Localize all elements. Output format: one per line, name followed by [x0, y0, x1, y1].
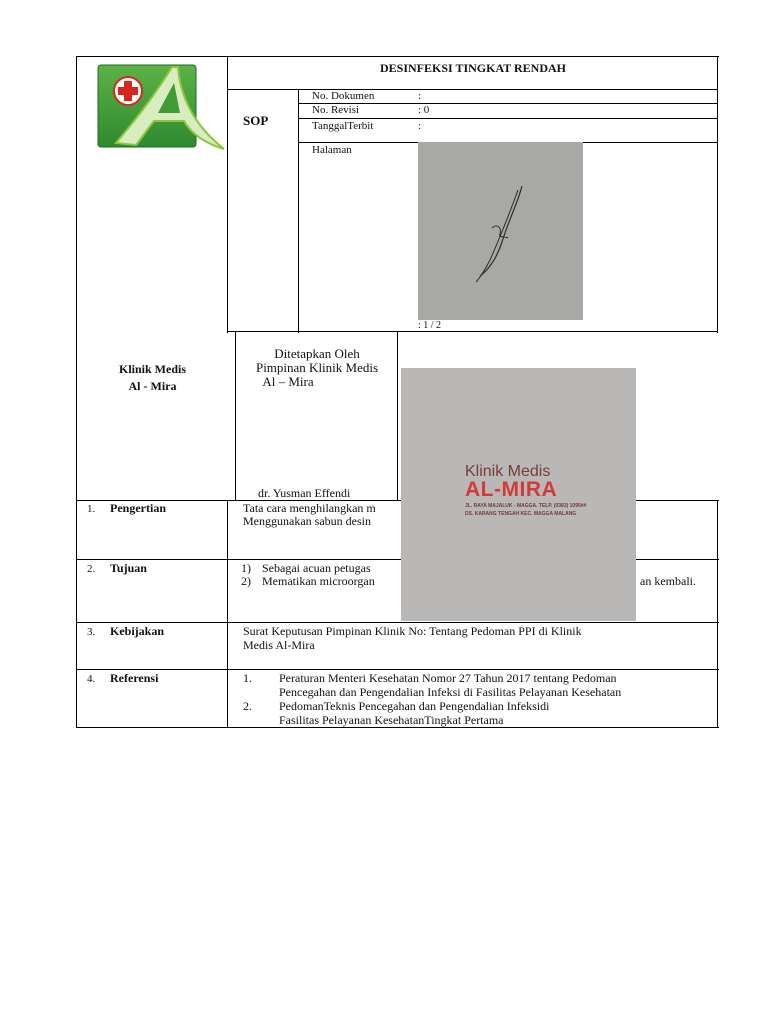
section-3-number: 3.: [87, 626, 96, 638]
header-bottom-line: [227, 331, 718, 332]
section-3-heading: Kebijakan: [110, 624, 165, 638]
halaman-label: Halaman: [312, 144, 352, 156]
section-1-number: 1.: [87, 503, 96, 515]
stamp-line1: Klinik Medis: [465, 463, 551, 480]
section-4-item1-marker: 1.: [243, 671, 252, 685]
no-dokumen-label: No. Dokumen: [312, 90, 375, 102]
section-2-heading: Tujuan: [110, 561, 147, 575]
stamp-line2: AL-MIRA: [465, 478, 558, 501]
frame-top: [76, 56, 719, 57]
halaman-value: : 1 / 2: [418, 320, 442, 331]
section-1-line1: Tata cara menghilangkan m: [243, 501, 376, 515]
row-sep-2: [76, 622, 719, 623]
signatory-name: dr. Yusman Effendi: [258, 486, 351, 500]
section-4-number: 4.: [87, 673, 96, 685]
clinic-name-line2: Al - Mira: [128, 379, 177, 393]
section-2-number: 2.: [87, 563, 96, 575]
approval-right-divider: [397, 332, 398, 500]
clinic-stamp: [461, 463, 621, 525]
frame-left: [76, 56, 77, 728]
no-revisi-value: : 0: [418, 104, 430, 116]
title-bottom-line: [227, 89, 718, 90]
section-2-item2-marker: 2): [241, 574, 251, 588]
frame-right-upper: [717, 56, 718, 333]
approval-left-divider: [235, 332, 236, 500]
approval-line1: Ditetapkan Oleh: [274, 346, 360, 361]
clinic-name-line1: Klinik Medis: [118, 362, 186, 376]
body-bottom-line: [76, 727, 719, 728]
document-title: DESINFEKSI TINGKAT RENDAH: [379, 61, 567, 75]
section-4-item2-line2: Fasilitas Pelayanan KesehatanTingkat Pertama: [279, 713, 504, 727]
section-1-line2: Menggunakan sabun desin: [243, 514, 371, 528]
section-2-item2-text: Mematikan microorgan: [262, 574, 375, 588]
section-2-item1-marker: 1): [241, 561, 251, 575]
section-4-item2-line1: PedomanTeknis Pencegahan dan Pengendalian Infeksidi: [279, 699, 550, 713]
section-3-line2: Medis Al-Mira: [243, 638, 315, 652]
tanggal-terbit-label: TanggalTerbit: [312, 120, 374, 132]
section-1-heading: Pengertian: [110, 501, 166, 515]
tanggal-terbit-value: :: [418, 120, 422, 132]
section-3-line1: Surat Keputusan Pimpinan Klinik No: Tentang Pedoman PPI di Klinik: [243, 624, 582, 638]
body-right-line: [717, 500, 718, 728]
section-4-item1-line2: Pencegahan dan Pengendalian Infeksi di Fasilitas Pelayanan Kesehatan: [279, 685, 622, 699]
signature-photo: [418, 142, 583, 320]
section-4-item2-marker: 2.: [243, 699, 252, 713]
section-4-item1-line1: Peraturan Menteri Kesehatan Nomor 27 Tahun 2017 tentang Pedoman: [279, 671, 617, 685]
sop-label: SOP: [243, 113, 269, 128]
section-2-item2-tail: an kembali.: [640, 574, 696, 588]
stamp-line3: JL. RAYA MAJALUK - MAGGA. TELP. (0383) 1095##: [465, 503, 587, 509]
approval-line2: Pimpinan Klinik Medis: [255, 360, 379, 375]
stamp-line4: DS. KARANG TENGAH KEC. MAGGA MALANG: [465, 511, 577, 517]
row-sep-3: [76, 669, 719, 670]
clinic-stamp-photo: [401, 368, 636, 621]
clinic-logo: [96, 63, 226, 151]
approval-line3: Al – Mira: [262, 374, 314, 389]
section-4-heading: Referensi: [110, 671, 159, 685]
section-2-item1-text: Sebagai acuan petugas: [262, 561, 371, 575]
no-revisi-label: No. Revisi: [312, 104, 360, 116]
sop-divider: [298, 89, 299, 333]
handwritten-signature: [418, 142, 583, 320]
header-left-divider: [227, 56, 228, 333]
row-line-1: [298, 103, 718, 104]
body-col-divider: [227, 500, 228, 728]
no-dokumen-value: :: [418, 90, 422, 102]
